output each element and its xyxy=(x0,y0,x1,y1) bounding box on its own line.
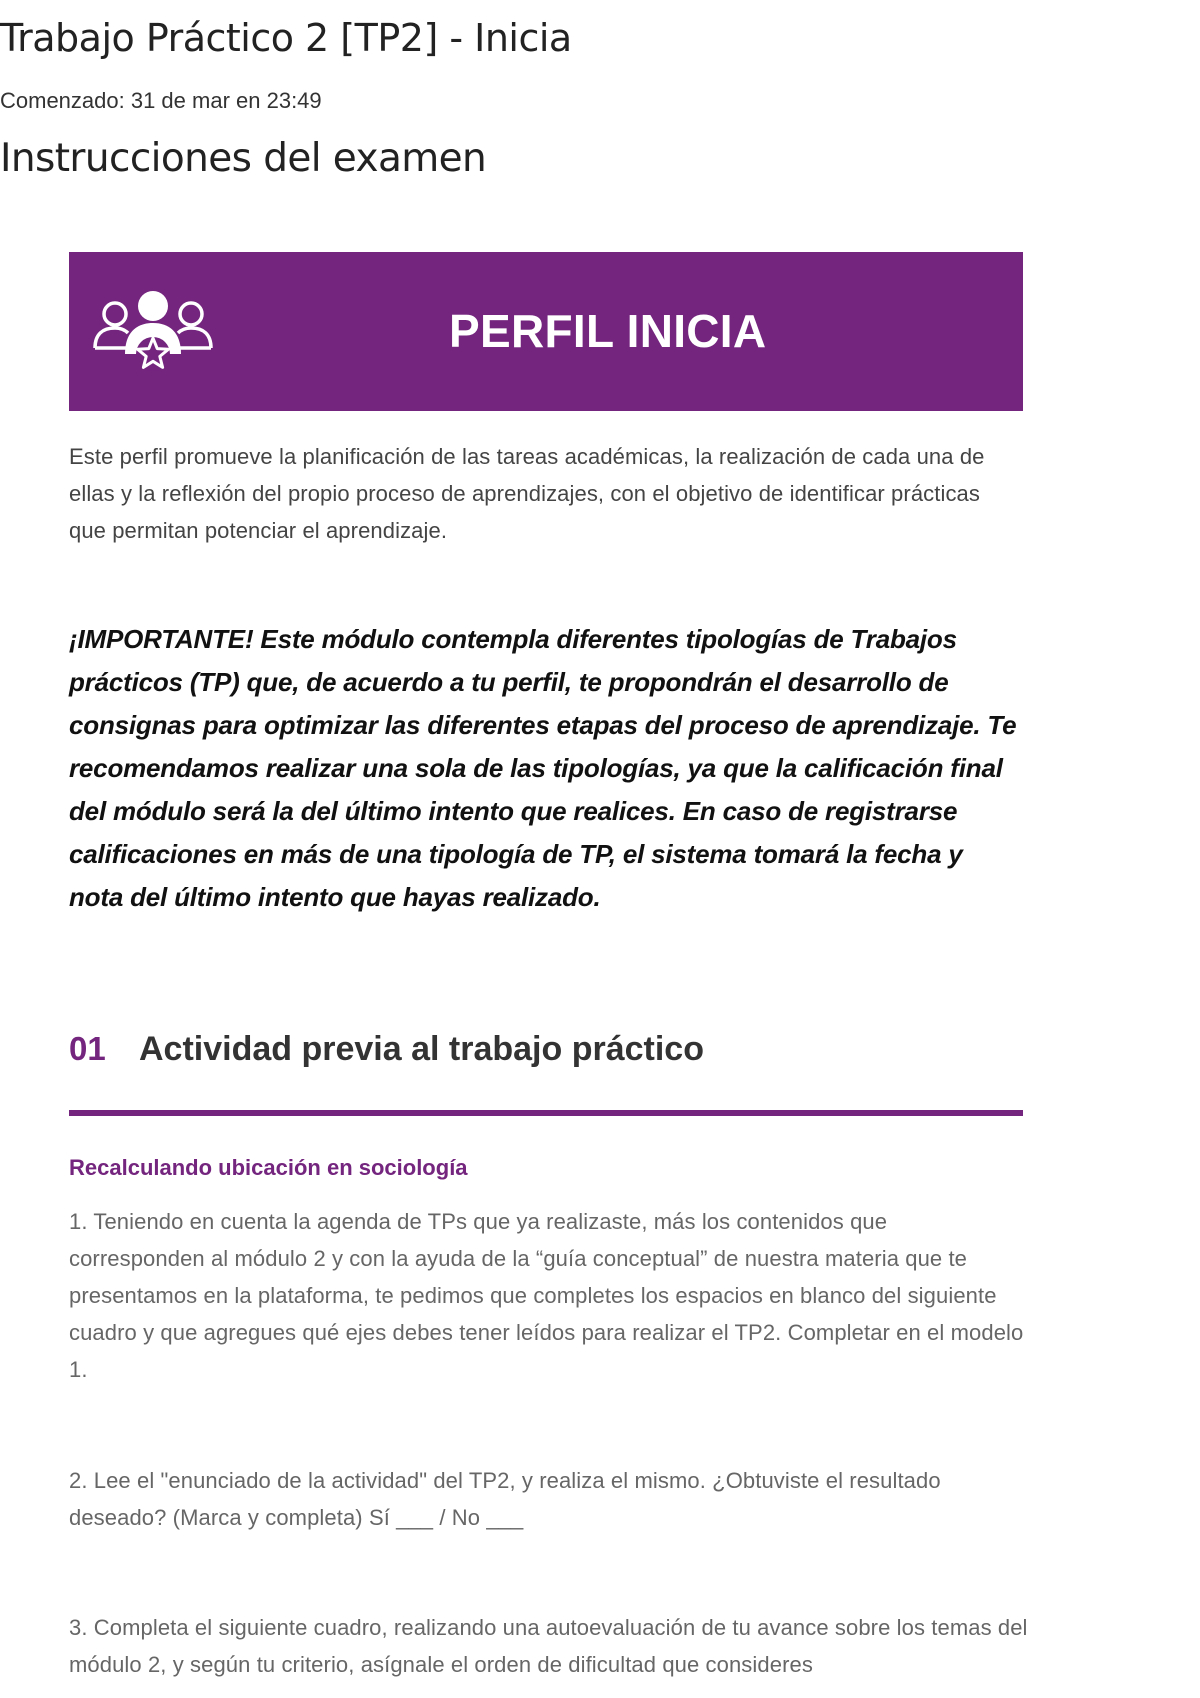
important-notice: ¡IMPORTANTE! Este módulo contempla diferentes tipologías de Trabajos prácticos (TP) que, de acuerdo a tu perfil, te propondrán el desarrollo de consignas para optimizar las diferentes etapas del proceso de aprendizaje. Te recomendamos realizar una sola de las tipologías, ya que la calificación final del módulo será la del último intento que realices. En caso de registrarse calificaciones en más de una tipología de TP, el sistema tomará la fecha y nota del último intento que hayas realizado. xyxy=(69,624,1017,912)
activity-subheading: Recalculando ubicación en sociología xyxy=(69,1155,468,1180)
instruction-item-3: 3. Completa el siguiente cuadro, realizando una autoevaluación de tu avance sobre los temas del módulo 2, y según tu criterio, asígnale el orden de dificultad que consideres xyxy=(69,1615,1028,1677)
instruction-item-1: 1. Teniendo en cuenta la agenda de TPs que ya realizaste, más los contenidos que corresponden al módulo 2 y con la ayuda de la “guía conceptual” de nuestra materia que te presentamos en la plataforma, te pedimos que completes los espacios en blanco del siguiente cuadro y que agregues qué ejes debes tener leídos para realizar el TP2. Completar en el modelo 1. xyxy=(69,1209,1024,1382)
section-divider xyxy=(69,1110,1023,1116)
group-star-icon xyxy=(91,290,215,374)
banner-title: PERFIL INICIA xyxy=(449,305,767,357)
section-title: Instrucciones del examen xyxy=(0,136,487,181)
page-title: Trabajo Práctico 2 [TP2] - Inicia xyxy=(0,16,572,60)
step-heading xyxy=(69,1030,1023,1080)
started-timestamp: Comenzado: 31 de mar en 23:49 xyxy=(0,88,322,113)
instructions-content xyxy=(69,252,1028,1677)
intro-paragraph: Este perfil promueve la planificación de las tareas académicas, la realización de cada una de ellas y la reflexión del propio proceso de aprendizajes, con el objetivo de identificar prácticas que permitan potenciar el aprendizaje. xyxy=(69,444,985,543)
step-title: Actividad previa al trabajo práctico xyxy=(139,1030,704,1068)
instruction-item-2: 2. Lee el "enunciado de la actividad" del TP2, y realiza el mismo. ¿Obtuviste el resultado deseado? (Marca y completa) Sí ___ / No ___ xyxy=(69,1468,941,1530)
profile-banner xyxy=(69,252,1023,411)
step-number: 01 xyxy=(69,1030,106,1067)
